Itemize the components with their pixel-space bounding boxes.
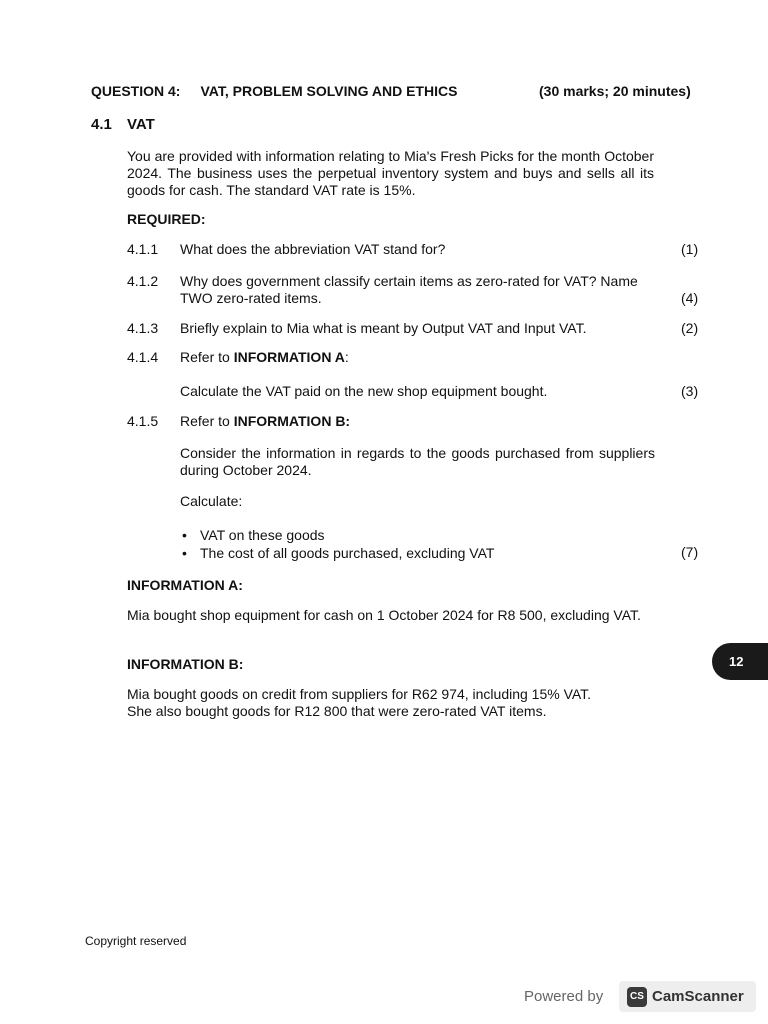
- question-number: 4.1.3: [127, 320, 159, 336]
- camscanner-logo-icon: CS: [627, 987, 647, 1007]
- question-text: Why does government classify certain items as zero-rated for VAT? Name TWO zero-rated items.: [180, 273, 638, 306]
- question-text: [180, 349, 655, 366]
- question-number: 4.1.5: [127, 413, 159, 429]
- question-marks: (30 marks; 20 minutes): [539, 83, 691, 99]
- question-marks: (7): [681, 544, 699, 560]
- camscanner-name: CamScanner: [652, 988, 744, 1005]
- question-number: 4.1.1: [127, 241, 159, 257]
- question-label: QUESTION 4:: [91, 83, 181, 99]
- refer-colon: :: [344, 349, 349, 365]
- info-a-label: INFORMATION A:: [127, 577, 243, 593]
- question-title: VAT, PROBLEM SOLVING AND ETHICS: [200, 83, 458, 99]
- page-number-tab: [712, 643, 768, 680]
- question-marks: (2): [681, 320, 699, 336]
- section-number: 4.1: [91, 116, 112, 133]
- list-item: • The cost of all goods purchased, excluding VAT: [180, 544, 494, 562]
- question-text: [180, 413, 655, 430]
- refer-info-label: INFORMATION A: [233, 349, 345, 365]
- refer-info-label: INFORMATION B:: [233, 413, 351, 429]
- question-subtext: Consider the information in regards to the goods purchased from suppliers during October 2024.: [180, 445, 655, 478]
- refer-text: Refer to: [180, 349, 234, 365]
- required-label: REQUIRED:: [127, 211, 206, 227]
- question-text: What does the abbreviation VAT stand for?: [180, 241, 446, 257]
- bullet-list: [180, 526, 494, 562]
- calculate-label: Calculate:: [180, 493, 243, 509]
- refer-text: Refer to: [180, 413, 234, 429]
- copyright-notice: Copyright reserved: [85, 934, 187, 948]
- info-b-label: INFORMATION B:: [127, 656, 244, 672]
- question-marks: (4): [681, 290, 699, 306]
- question-number: 4.1.4: [127, 349, 159, 365]
- info-b-line: She also bought goods for R12 800 that were zero-rated VAT items.: [127, 703, 547, 719]
- question-marks: (1): [681, 241, 699, 257]
- intro-paragraph: You are provided with information relating to Mia's Fresh Picks for the month October 2024. The business uses the perpetual inventory system and buys and sells all its goods for cash. The standard VAT rate is 15%.: [127, 148, 654, 198]
- question-text: Briefly explain to Mia what is meant by Output VAT and Input VAT.: [180, 320, 587, 336]
- list-item: • VAT on these goods: [180, 526, 494, 544]
- question-heading: [91, 83, 457, 99]
- info-b-line: Mia bought goods on credit from suppliers for R62 974, including 15% VAT.: [127, 686, 592, 702]
- info-b-text: [127, 686, 687, 720]
- camscanner-watermark: [619, 981, 756, 1012]
- question-marks: (3): [681, 383, 699, 399]
- info-a-text: Mia bought shop equipment for cash on 1 October 2024 for R8 500, excluding VAT.: [127, 607, 641, 623]
- question-subtext: Calculate the VAT paid on the new shop equipment bought.: [180, 383, 548, 399]
- section-title: VAT: [127, 116, 155, 133]
- powered-by-text: Powered by: [524, 988, 604, 1005]
- page-number: 12: [729, 654, 744, 669]
- question-number: 4.1.2: [127, 273, 159, 289]
